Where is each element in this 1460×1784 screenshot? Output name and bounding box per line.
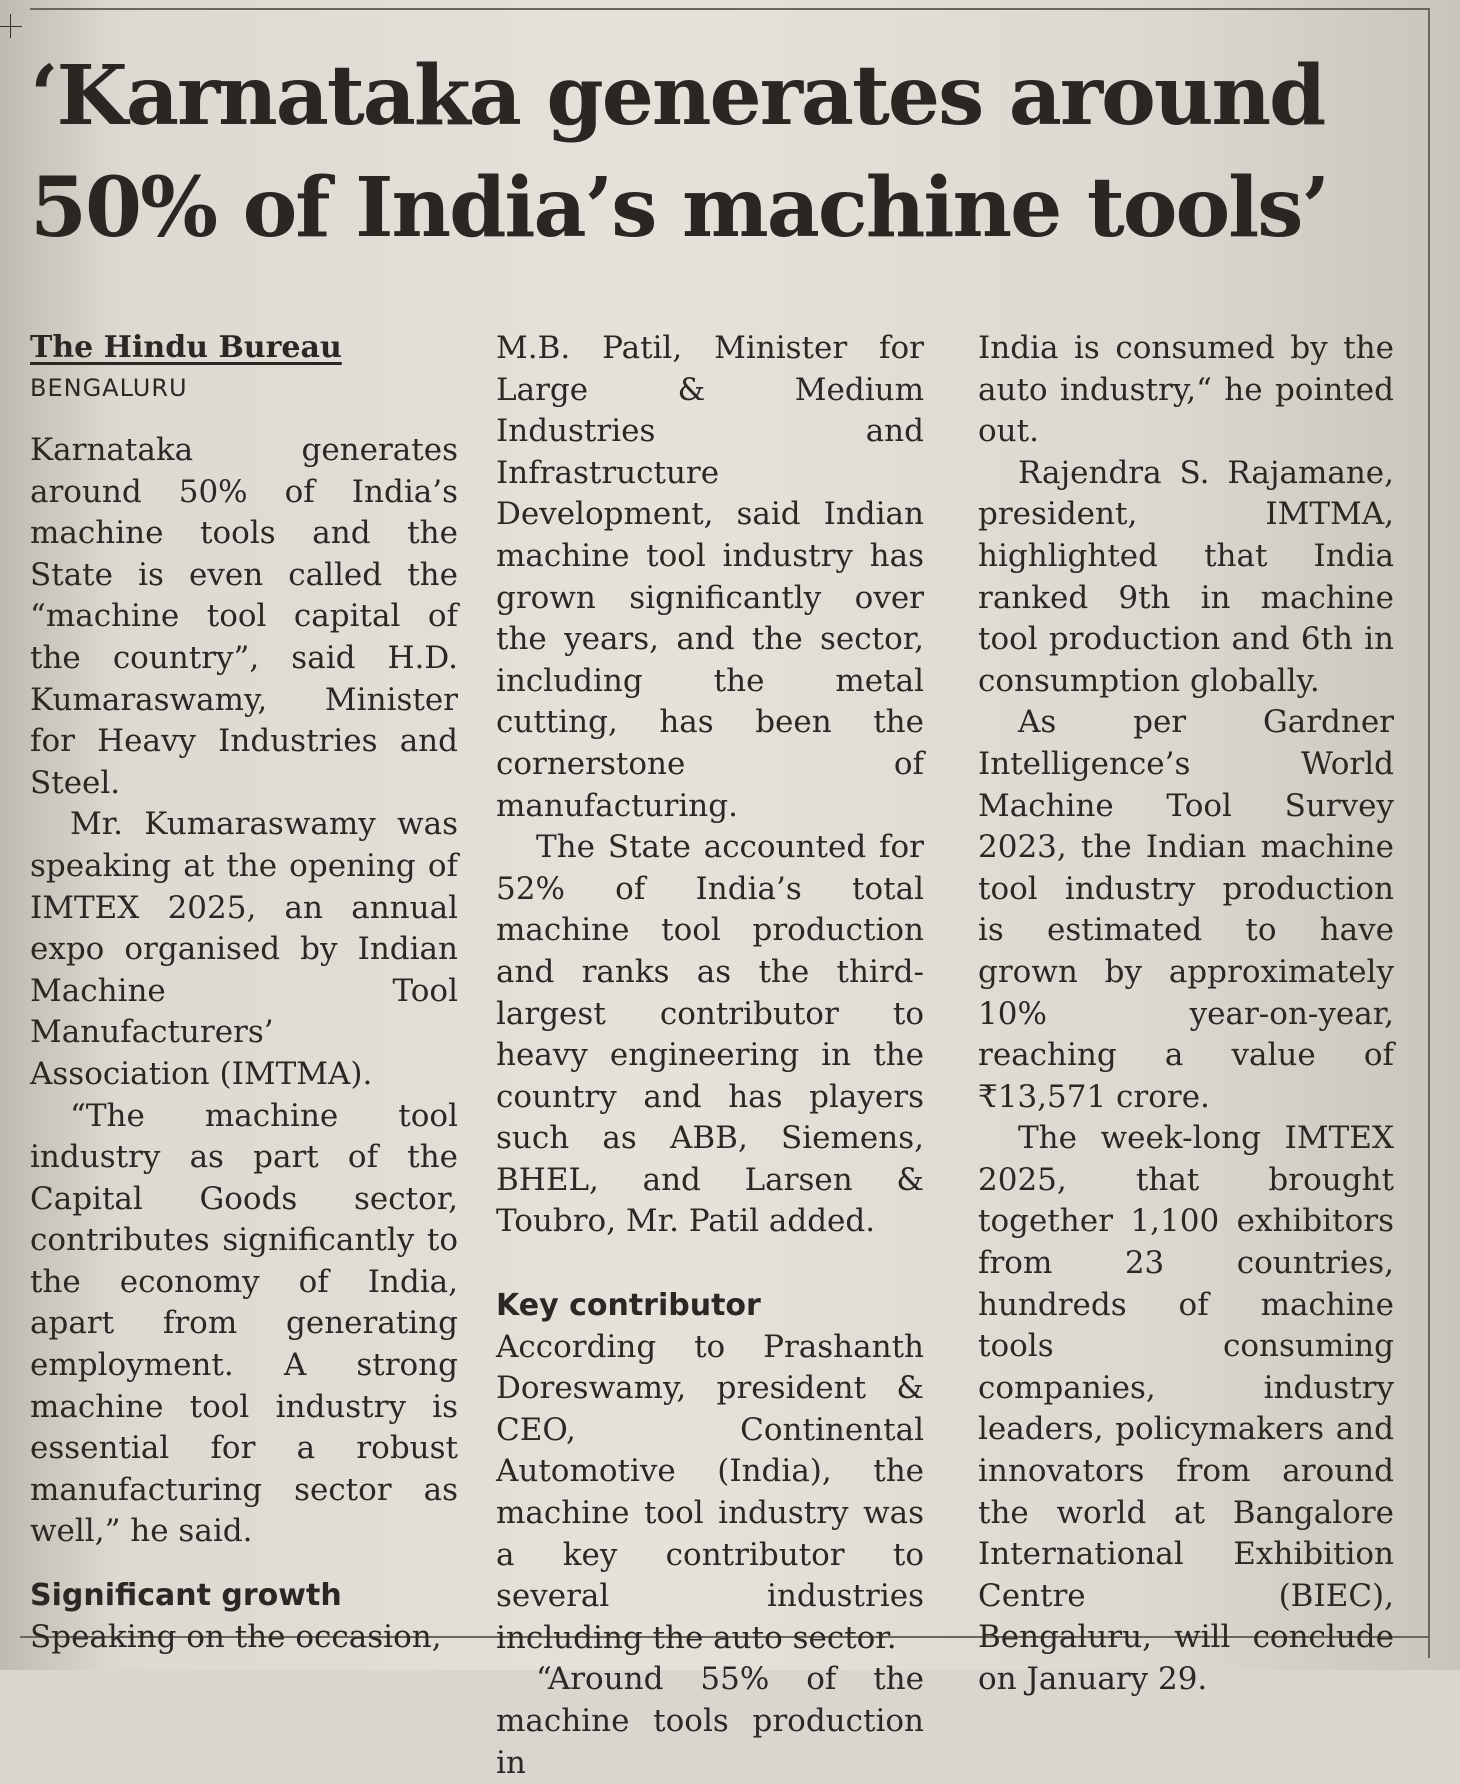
paragraph-6: According to Prashanth Doreswamy, president & CEO, Continental Automotive (India), the machine tool industry was a key contributor to several industries including the auto sector. [496,1328,924,1656]
dateline: BENGALURU [30,374,188,402]
paragraph-5: The State accounted for 52% of India’s total machine tool production and ranks as the third-largest contributor to heavy engineering in the country and has players such as ABB, Siemens, BHEL, and Larsen & Toubro, Mr. Patil added. [496,829,924,1240]
crop-mark-vertical [10,14,11,38]
paragraph-7-cont: India is consumed by the auto industry,“ he pointed out. [978,330,1394,450]
paragraph-1: Karnataka generates around 50% of India’s machine tools and the State is even called the “machine tool capital of the country”, said H.D. Kumaraswamy, Minister for Heavy Industries and Steel. [30,432,458,801]
byline: The Hindu Bureau [30,330,342,365]
crop-mark [0,26,22,27]
subhead-significant-growth: Significant growth [30,1578,342,1614]
paragraph-7-start: “Around 55% of the machine tools production in [496,1661,924,1781]
paragraph-8: Rajendra S. Rajamane, president, IMTMA, highlighted that India ranked 9th in machine tool production and 6th in consumption globally. [978,454,1394,699]
paragraph-9: As per Gardner Intelligence’s World Machine Tool Survey 2023, the Indian machine tool industry production is estimated to have grown by approximately 10% year-on-year, reaching a value of ₹13,571 crore. [978,704,1394,1115]
column-3 [978,328,1394,1701]
subhead-key-contributor: Key contributor [496,1288,761,1324]
paragraph-2: Mr. Kumaraswamy was speaking at the opening of IMTEX 2025, an annual expo organised by Indian Machine Tool Manufacturers’ Association (IMTMA). [30,806,458,1092]
paragraph-10: The week-long IMTEX 2025, that brought together 1,100 exhibitors from 23 countries, hundreds of machine tools consuming companies, industry leaders, policymakers and innovators from around the world at Bangalore International Exhibition Centre (BIEC), Bengaluru, will conclude on January 29. [978,1120,1394,1697]
right-column-rule [1428,8,1430,1658]
paragraph-4-start: Speaking on the occasion, [30,1618,442,1655]
top-rule [30,8,1430,10]
column-2 [496,328,924,1784]
paragraph-3: “The machine tool industry as part of the Capital Goods sector, contributes significantly to the economy of India, apart from generating employment. A strong machine tool industry is essential for a robust manufacturing sector as well,” he said. [30,1097,458,1550]
paragraph-4-cont: M.B. Patil, Minister for Large & Medium Industries and Infrastructure Development, said Indian machine tool industry has grown significantly over the years, and the sector, including the metal cutting, has been the cornerstone of manufacturing. [496,330,924,824]
column-1 [30,328,458,1658]
headline: ‘Karnataka generates around 50% of India’s machine tools’ [30,48,1329,256]
